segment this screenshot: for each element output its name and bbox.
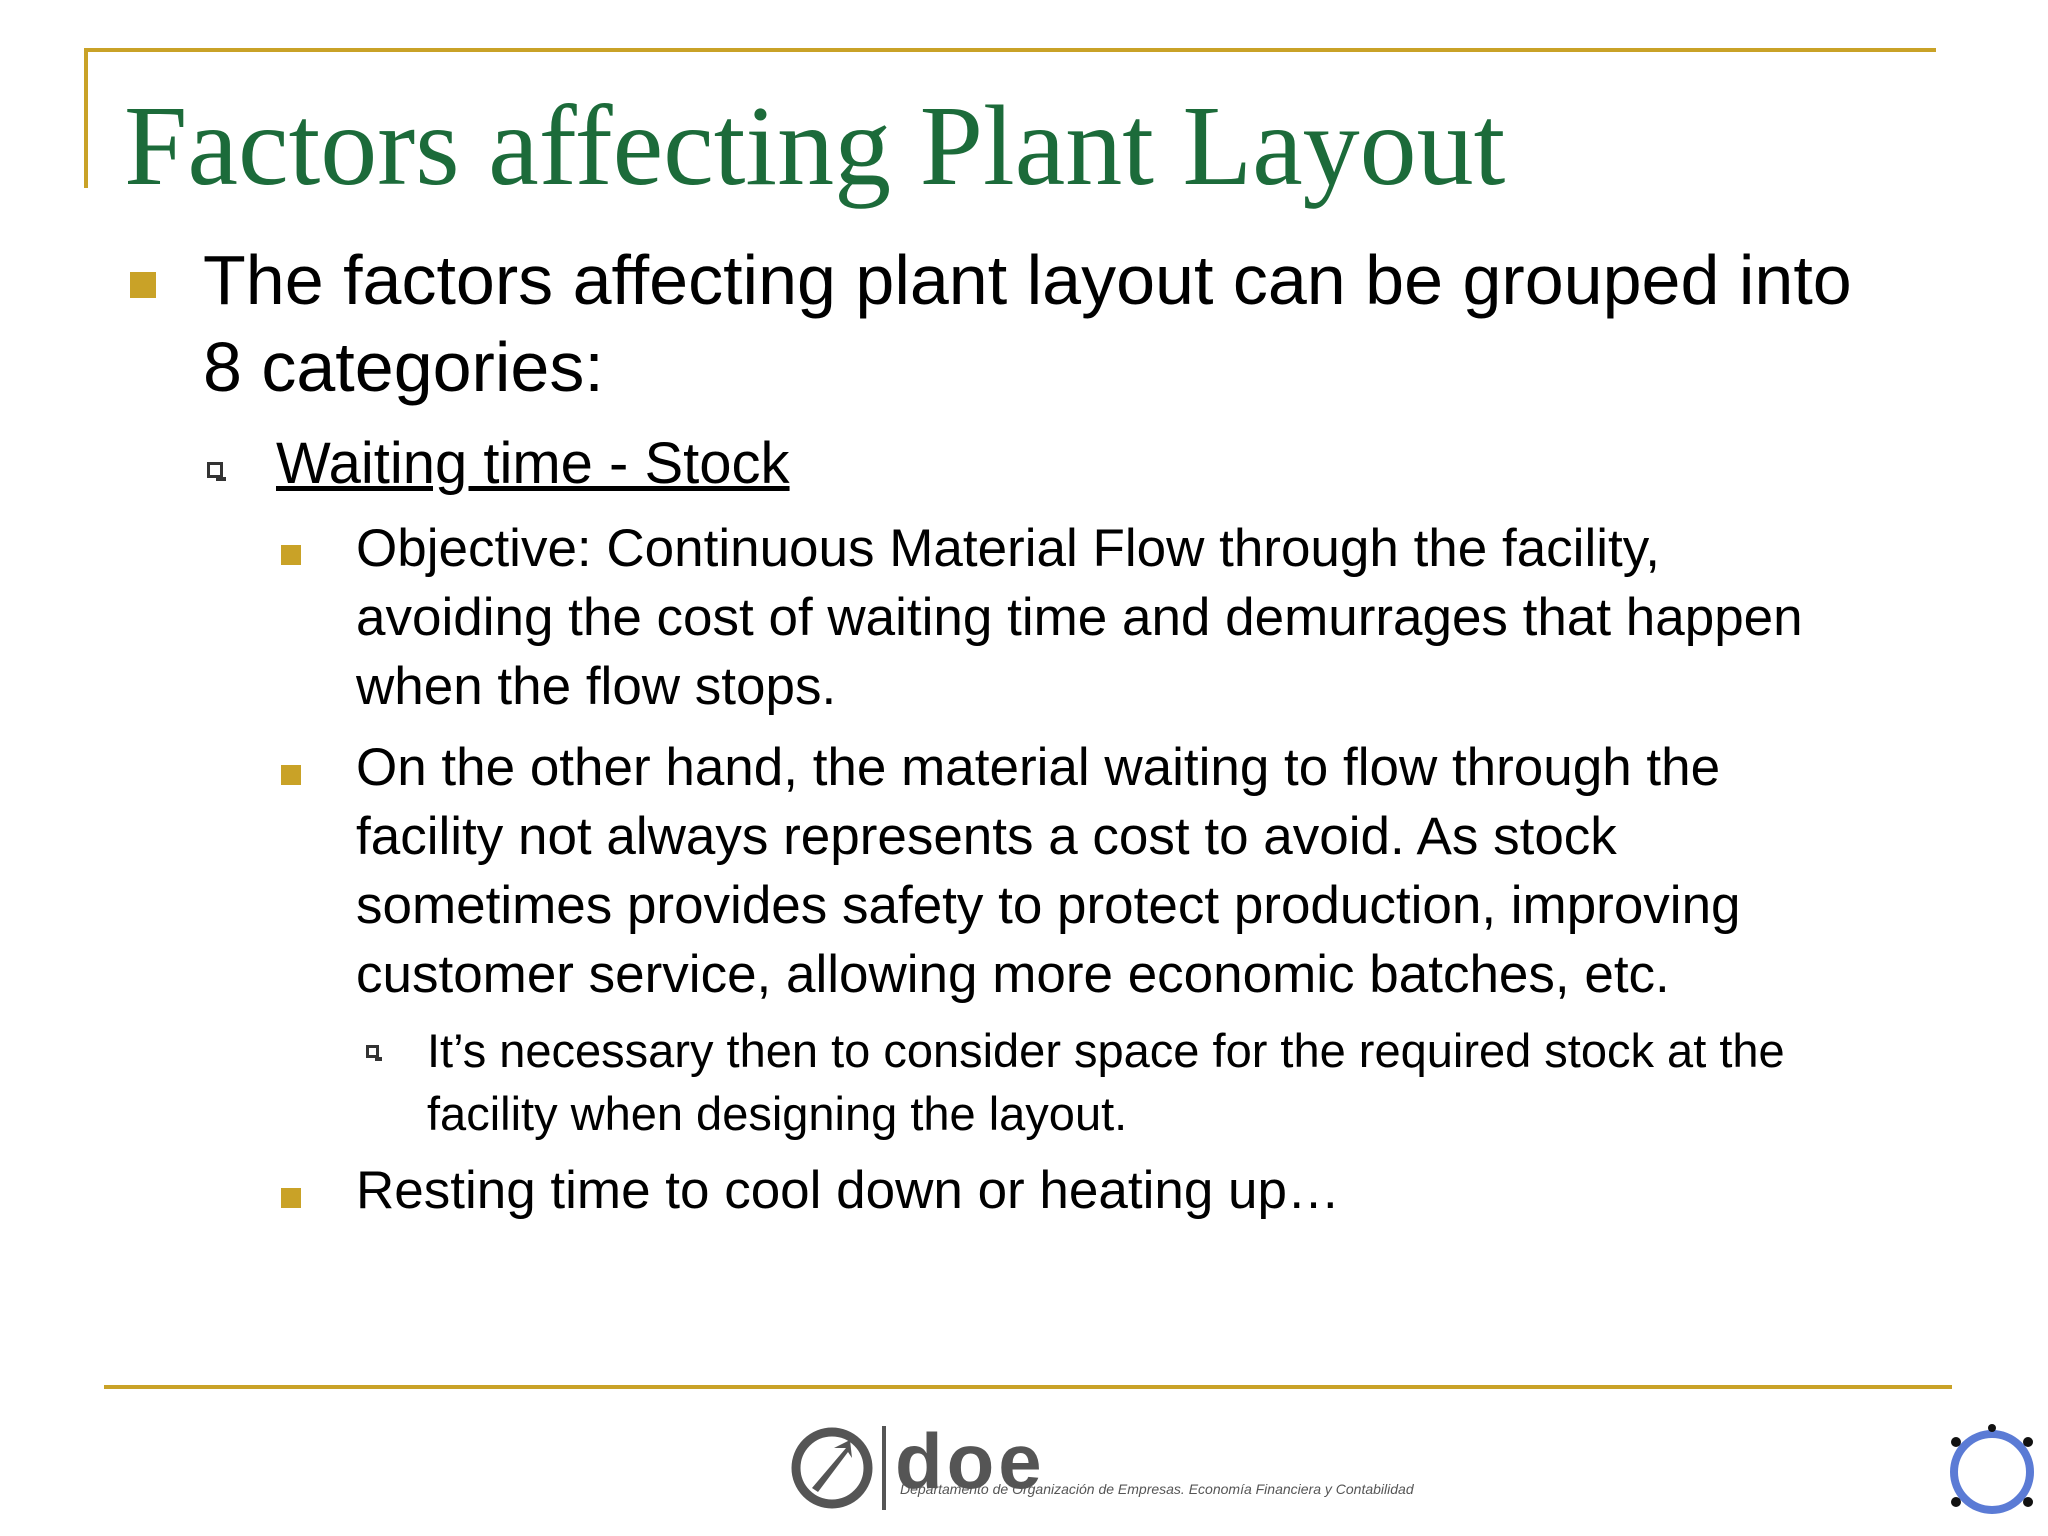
bullet-l1-line2: 8 categories: [203, 328, 604, 406]
slide-title: Factors affecting Plant Layout [124, 82, 1506, 209]
bullet-objective-line2: avoiding the cost of waiting time and demurrages that happen [356, 588, 1803, 647]
title-frame-left-line [84, 48, 88, 188]
logo-text: doe [895, 1418, 1046, 1505]
bullet-other-hand-line2: facility not always represents a cost to avoid. As stock [356, 807, 1617, 866]
footer-logo-subtitle: Departamento de Organización de Empresas. Economía Financiera y Contabilidad [900, 1481, 1414, 1497]
doe-logo-icon [790, 1418, 1490, 1518]
bullet-hollow-square-icon [207, 462, 223, 478]
bullet-objective-line3: when the flow stops. [356, 657, 837, 716]
sub-bullet-line2: facility when designing the layout. [427, 1087, 1128, 1140]
bullet-other-hand-line4: customer service, allowing more economic batches, etc. [356, 945, 1670, 1004]
title-frame-top-line [84, 48, 1936, 52]
bullet-square-icon [281, 765, 301, 785]
bullet-resting-time: Resting time to cool down or heating up… [356, 1161, 1340, 1220]
bullet-square-icon [130, 272, 156, 298]
corner-ring-icon [1942, 1422, 2042, 1522]
bullet-other-hand-line1: On the other hand, the material waiting to flow through the [356, 738, 1721, 797]
bullet-other-hand-line3: sometimes provides safety to protect production, improving [356, 876, 1741, 935]
bullet-l2-waiting-time: Waiting time - Stock [276, 431, 790, 496]
bullet-square-icon [281, 545, 301, 565]
bullet-l1-line1: The factors affecting plant layout can be grouped into [203, 241, 1852, 319]
sub-bullet-line1: It’s necessary then to consider space for the required stock at the [427, 1024, 1785, 1077]
footer-divider [104, 1385, 1952, 1389]
bullet-hollow-square-icon [366, 1045, 379, 1058]
bullet-square-icon [281, 1188, 301, 1208]
bullet-objective-line1: Objective: Continuous Material Flow through the facility, [356, 519, 1661, 578]
